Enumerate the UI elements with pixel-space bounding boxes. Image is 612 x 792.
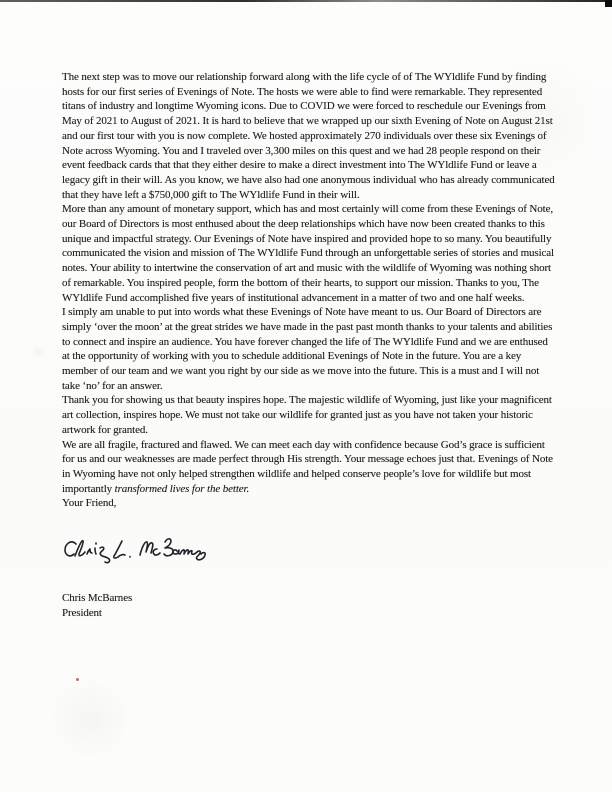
scan-dot-artifact: [76, 678, 79, 681]
paragraph-5-italic-phrase: transformed lives for the better.: [114, 482, 250, 495]
paragraph-5-text: We are all fragile, fractured and flawed. We can meet each day with confidence because God’s grace is sufficient for us and our weaknesses are made perfect through His strength. Your message echoes just that. Evenings of Note in Wyoming have not only helped strengthen wildlife and helped conserve people’s love for wildlife but most importantly: [62, 438, 553, 495]
paragraph-2: More than any amount of monetary support, which has and most certainly will come from these Evenings of Note, our Board of Directors is most enthused about the deep relationships which have now been created thanks to this unique and impactful strategy. Our Evenings of Note have inspired and provided hope to so many. You beautifully communicated the vision and mission of The WYldlife Fund through an unforgettable series of stories and musical notes. Your ability to intertwine the conservation of art and music with the wildlife of Wyoming was nothing short of remarkable. You inspired people, form the bottom of their hearts, to support our mission. Thanks to you, The WYldlife Fund accomplished five years of institutional advancement in a matter of two and one half weeks.: [62, 203, 554, 304]
scan-edge-artifact: [0, 0, 612, 2]
letter-body: [62, 70, 556, 621]
handwritten-signature: [62, 533, 222, 577]
signature-ink: [62, 533, 220, 577]
sender-name: Chris McBarnes: [62, 592, 133, 605]
closing-salutation: Your Friend,: [62, 497, 117, 510]
scan-corner-artifact: [605, 0, 612, 7]
paragraph-5: [62, 438, 556, 497]
sender-title: President: [62, 606, 102, 619]
paragraph-1: The next step was to move our relationship forward along with the life cycle of of The WYldlife Fund by finding hosts for our first series of Evenings of Note. The hosts we were able to find were remarkable. They represented titans of industry and longtime Wyoming icons. Due to COVID we were forced to reschedule our Evenings from May of 2021 to August of 2021. It is hard to believe that we wrapped up our sixth Evening of Note on August 21st and our first tour with you is now complete. We hosted approximately 270 individuals over these six Evenings of Note across Wyoming. You and I traveled over 3,300 miles on this quest and we had 28 people respond on their event feedback cards that that they either desire to make a direct investment into The WYldlife Fund or leave a legacy gift in their will. As you know, we have also had one anonymous individual who has already communicated that they have left a $750,000 gift to The WYldlife Fund in their will.: [62, 71, 555, 201]
paragraph-4: Thank you for showing us that beauty inspires hope. The majestic wildlife of Wyoming, just like your magnificent art collection, inspires hope. We must not take our wildlife for granted just as you have not taken your historic artwork for granted.: [62, 394, 552, 436]
paragraph-3: I simply am unable to put into words what these Evenings of Note have meant to us. Our Board of Directors are simply ‘over the moon’ at the great strides we have made in the past past month thanks to your talents and abilities to connect and inspire an audience. You have forever changed the life of The WYldlife Fund and we are enthused at the opportunity of working with you to schedule additional Evenings of Note in the future. You are a key member of our team and we want you right by our side as we move into the future. This is a must and I will not take ‘no’ for an answer.: [62, 306, 553, 392]
